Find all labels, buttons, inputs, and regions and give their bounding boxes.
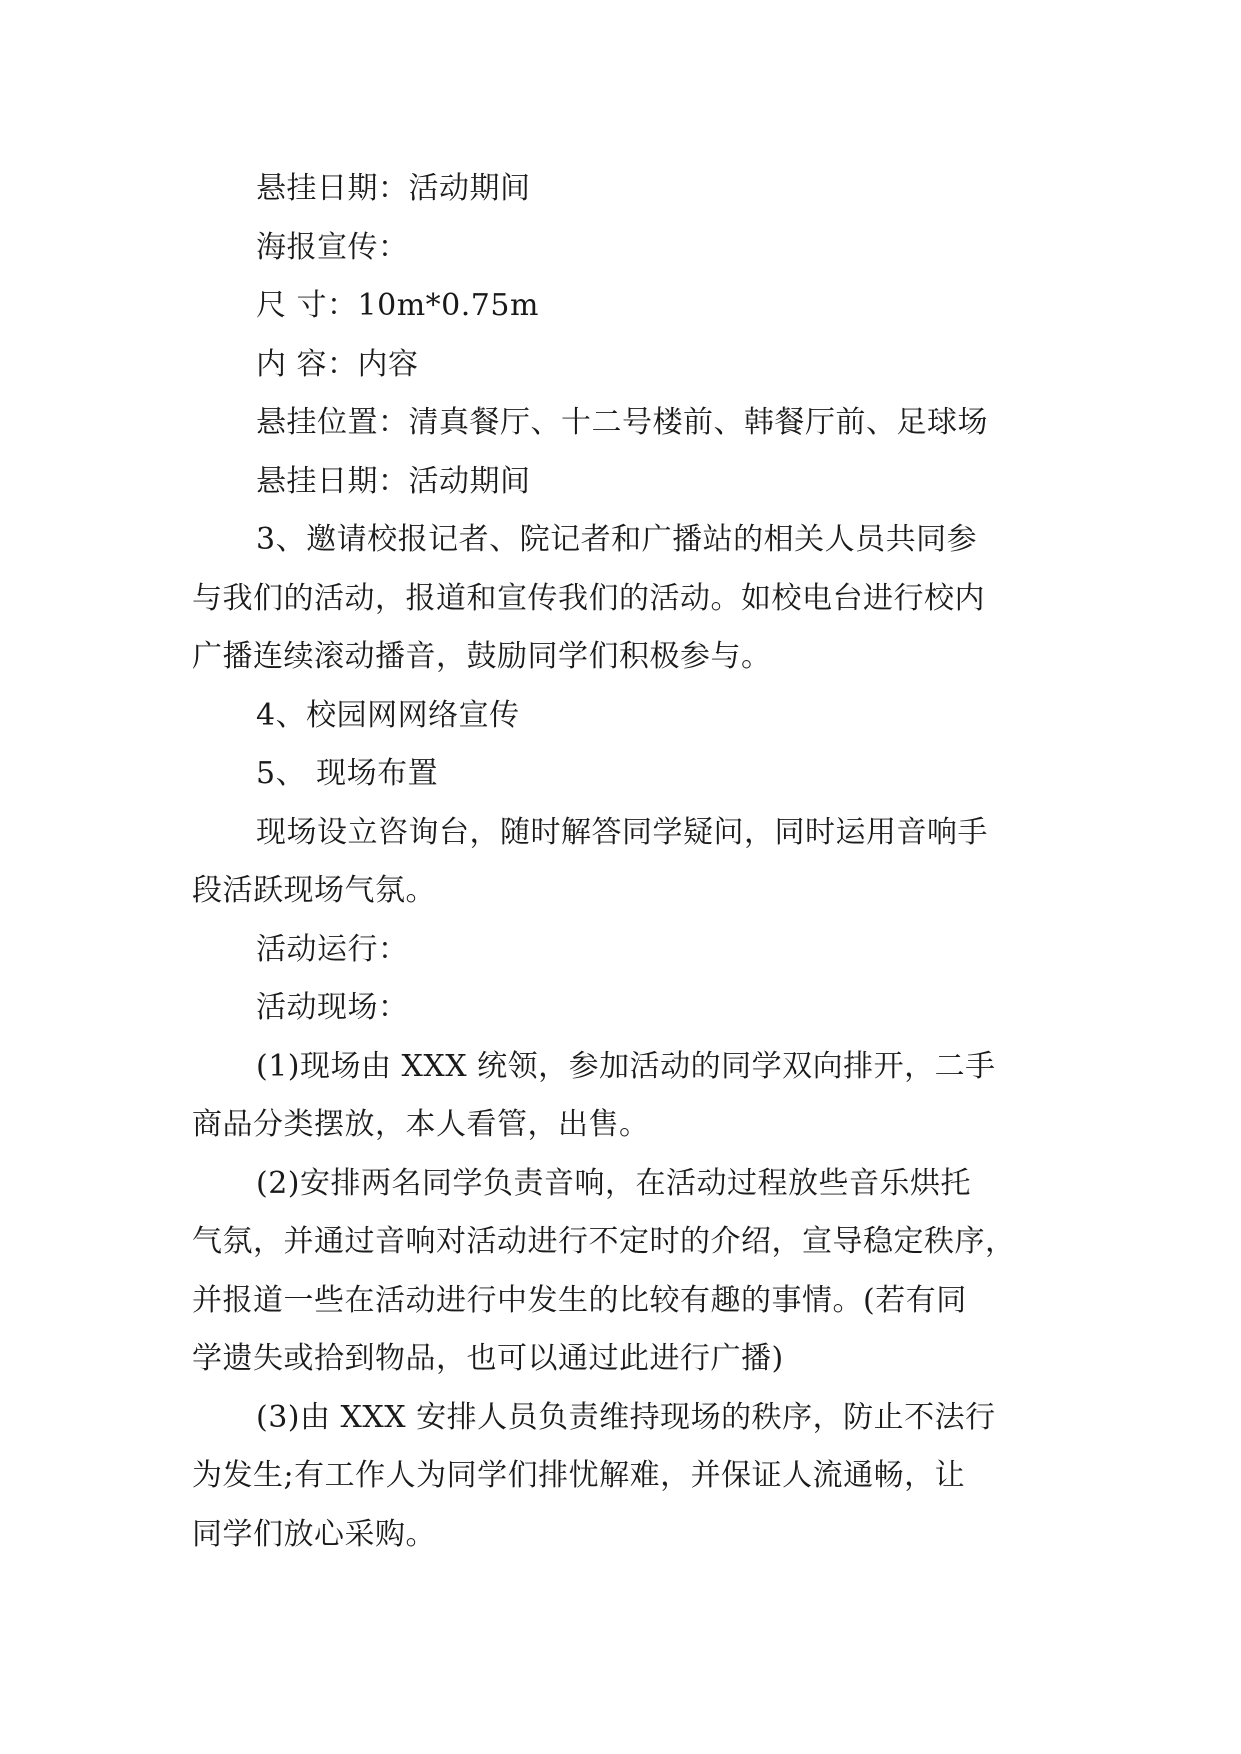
point-2-line-3: 并报道一些在活动进行中发生的比较有趣的事情。(若有同 bbox=[192, 1282, 967, 1318]
hang-location-line: 悬挂位置：清真餐厅、十二号楼前、韩餐厅前、足球场 bbox=[256, 405, 988, 440]
item-3-line-1: 3、邀请校报记者、院记者和广播站的相关人员共同参 bbox=[256, 522, 978, 557]
poster-promo-heading: 海报宣传： bbox=[256, 229, 409, 265]
point-2-line-1: (2)安排两名同学负责音响，在活动过程放些音乐烘托 bbox=[256, 1165, 971, 1201]
setup-line-2: 段活跃现场气氛。 bbox=[192, 873, 436, 908]
point-1-line-2: 商品分类摆放，本人看管，出售。 bbox=[192, 1107, 650, 1142]
content-line: 内 容：内容 bbox=[256, 346, 419, 382]
hang-date-line-2: 悬挂日期：活动期间 bbox=[256, 463, 531, 499]
site-heading: 活动现场： bbox=[256, 990, 409, 1025]
point-3-line-2: 为发生;有工作人为同学们排忧解难，并保证人流通畅，让 bbox=[192, 1458, 966, 1493]
document-body bbox=[192, 160, 1050, 1564]
item-5-line: 5、 现场布置 bbox=[256, 756, 439, 791]
point-2-line-2: 气氛，并通过音响对活动进行不定时的介绍，宣导稳定秩序， bbox=[192, 1224, 1016, 1259]
point-1-line-1: (1)现场由 XXX 统领，参加活动的同学双向排开，二手 bbox=[256, 1048, 996, 1084]
point-2-line-4: 学遗失或拾到物品，也可以通过此进行广播) bbox=[192, 1341, 784, 1376]
setup-line-1: 现场设立咨询台，随时解答同学疑问，同时运用音响手 bbox=[256, 814, 988, 850]
size-line: 尺 寸：10m*0.75m bbox=[256, 288, 539, 323]
operation-heading: 活动运行： bbox=[256, 931, 409, 967]
point-3-line-1: (3)由 XXX 安排人员负责维持现场的秩序，防止不法行 bbox=[256, 1399, 996, 1435]
item-3-line-2: 与我们的活动，报道和宣传我们的活动。如校电台进行校内 bbox=[192, 580, 985, 616]
item-3-line-3: 广播连续滚动播音，鼓励同学们积极参与。 bbox=[192, 639, 772, 674]
point-3-line-3: 同学们放心采购。 bbox=[192, 1516, 436, 1552]
hang-date-line: 悬挂日期：活动期间 bbox=[256, 171, 531, 206]
item-4-line: 4、校园网网络宣传 bbox=[256, 697, 520, 733]
